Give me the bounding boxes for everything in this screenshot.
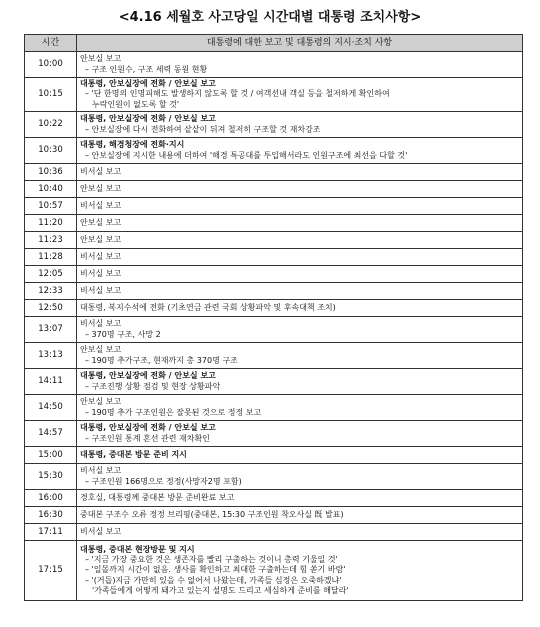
table-row [25,266,523,283]
content-line: – '(거듭)지금 가만히 있을 수 없어서 나왔는데, 가족들 심정은 오죽하겠냐' [85,575,342,585]
time-cell: 12:05 [25,266,77,283]
table-row [25,447,523,464]
table-row [25,369,523,395]
table-row [25,524,523,541]
content-cell [77,138,523,164]
time-cell: 15:00 [25,447,77,464]
time-column-header: 시간 [25,35,77,52]
content-line: 누락인원이 없도록 할 것' [92,99,180,109]
table-row [25,464,523,490]
content-cell [77,215,523,232]
content-cell [77,317,523,343]
time-cell: 16:30 [25,507,77,524]
content-line: '가족들에게 어떻게 돼가고 있는지 설명도 드리고 세심하게 준비를 해달라' [92,585,349,595]
content-line: – 구조인원 166명으로 정정(사망자2명 포함) [85,476,242,486]
content-cell [77,164,523,181]
content-cell [77,283,523,300]
time-cell: 14:11 [25,369,77,395]
content-cell [77,343,523,369]
table-row [25,421,523,447]
content-line: 비서실 보고 [80,526,122,536]
table-row [25,541,523,601]
content-line: 비서실 보고 [80,285,122,295]
table-row [25,112,523,138]
content-cell [77,524,523,541]
table-row [25,395,523,421]
content-cell [77,464,523,490]
content-line: – '일몰까지 시간이 없음. 생사를 확인하고 최대한 구출하는데 힘 쏟기 바람' [85,565,346,575]
content-line: 경호실, 대통령께 중대본 방문 준비완료 보고 [80,492,235,502]
table-row [25,343,523,369]
table-row [25,249,523,266]
content-line: – 구조인원 통계 혼선 관련 재차확인 [85,433,210,443]
content-line: – 안보실장에 다시 전화하여 샅샅이 뒤져 철저히 구조할 것 재차강조 [85,124,321,134]
content-cell [77,507,523,524]
content-line: – 구조 인원수, 구조 세력 동원 현황 [85,64,208,74]
content-line: 비서실 보고 [80,166,122,176]
content-line: 대통령, 중대본 방문 준비 지시 [80,449,187,459]
content-line: – 구조진행 상황 점검 및 현장 상황파악 [85,381,221,391]
content-line: 대통령, 안보실장에 전화 / 안보실 보고 [80,79,216,89]
time-cell: 10:00 [25,52,77,78]
content-line: 대통령, 안보실장에 전화 / 안보실 보고 [80,371,216,381]
content-line: – 190명 추가구조, 현재까지 총 370명 구조 [85,355,238,365]
content-line: – 370명 구조, 사망 2 [85,329,161,339]
time-cell: 12:33 [25,283,77,300]
table-row [25,215,523,232]
content-cell [77,232,523,249]
document-title: <4.16 세월호 사고당일 시간대별 대통령 조치사항> [118,10,422,25]
time-cell: 11:20 [25,215,77,232]
content-line: 비서실 보고 [80,268,122,278]
content-cell [77,369,523,395]
table-row [25,198,523,215]
time-cell: 10:57 [25,198,77,215]
content-line: 비서실 보고 [80,466,122,476]
table-row [25,507,523,524]
table-row [25,138,523,164]
content-column-header: 대통령에 대한 보고 및 대통령의 지시·조치 사항 [77,35,523,52]
content-line: 안보실 보고 [80,345,122,355]
content-line: 안보실 보고 [80,217,122,227]
content-line: 안보실 보고 [80,234,122,244]
table-row [25,317,523,343]
time-cell: 14:50 [25,395,77,421]
content-cell [77,52,523,78]
content-line: 대통령, 중대본 현장방문 및 지시 [80,544,195,554]
time-cell: 16:00 [25,490,77,507]
content-line: 대통령, 해경청장에 전화·지시 [80,140,185,150]
content-line: 비서실 보고 [80,251,122,261]
content-line: – '단 한명의 인명피해도 발생하지 않도록 할 것 / 여객선내 객실 등을 철저하게 확인하여 [85,89,390,99]
time-cell: 11:23 [25,232,77,249]
time-cell: 17:15 [25,541,77,601]
content-line: – '지금 가장 중요한 것은 생존자를 빨리 구출하는 것이니 총력 기울일 것' [85,555,338,565]
table-row [25,52,523,78]
time-cell: 10:15 [25,78,77,112]
table-row [25,164,523,181]
table-row [25,232,523,249]
time-cell: 10:36 [25,164,77,181]
content-line: 대통령, 안보실장에 전화 / 안보실 보고 [80,423,216,433]
content-cell [77,300,523,317]
content-cell [77,112,523,138]
time-cell: 15:30 [25,464,77,490]
time-cell: 17:11 [25,524,77,541]
content-cell [77,266,523,283]
content-cell [77,395,523,421]
content-line: 안보실 보고 [80,397,122,407]
content-line: 대통령, 복지수석에 전화 (기초연금 관련 국회 상황파악 및 후속대책 조치) [80,302,336,312]
table-row [25,283,523,300]
table-header-row [25,35,523,52]
time-cell: 13:13 [25,343,77,369]
content-line: – 190명 추가 구조인원은 잘못된 것으로 정정 보고 [85,407,262,417]
content-line: 비서실 보고 [80,200,122,210]
time-cell: 10:30 [25,138,77,164]
table-row [25,490,523,507]
timeline-table [24,34,523,601]
table-row [25,78,523,112]
time-cell: 13:07 [25,317,77,343]
content-line: 중대본 구조수 오류 정정 브리핑(중대본, 15:30 구조인원 착오사실 旣 발표) [80,509,344,519]
content-cell [77,249,523,266]
table-row [25,300,523,317]
time-cell: 10:40 [25,181,77,198]
content-line: 대통령, 안보실장에 전화 / 안보실 보고 [80,114,216,124]
time-cell: 12:50 [25,300,77,317]
content-line: 안보실 보고 [80,183,122,193]
content-cell [77,198,523,215]
content-cell [77,421,523,447]
content-cell [77,78,523,112]
time-cell: 14:57 [25,421,77,447]
content-line: 비서실 보고 [80,319,122,329]
time-cell: 10:22 [25,112,77,138]
time-cell: 11:28 [25,249,77,266]
content-cell [77,490,523,507]
content-line: – 안보실장에 지시한 내용에 더하여 '해경 특공대를 투입해서라도 인원구조에 최선을 다할 것' [85,150,408,160]
content-line: 안보실 보고 [80,54,122,64]
content-cell [77,541,523,601]
table-body [25,52,523,601]
table-row [25,181,523,198]
content-cell [77,447,523,464]
content-cell [77,181,523,198]
